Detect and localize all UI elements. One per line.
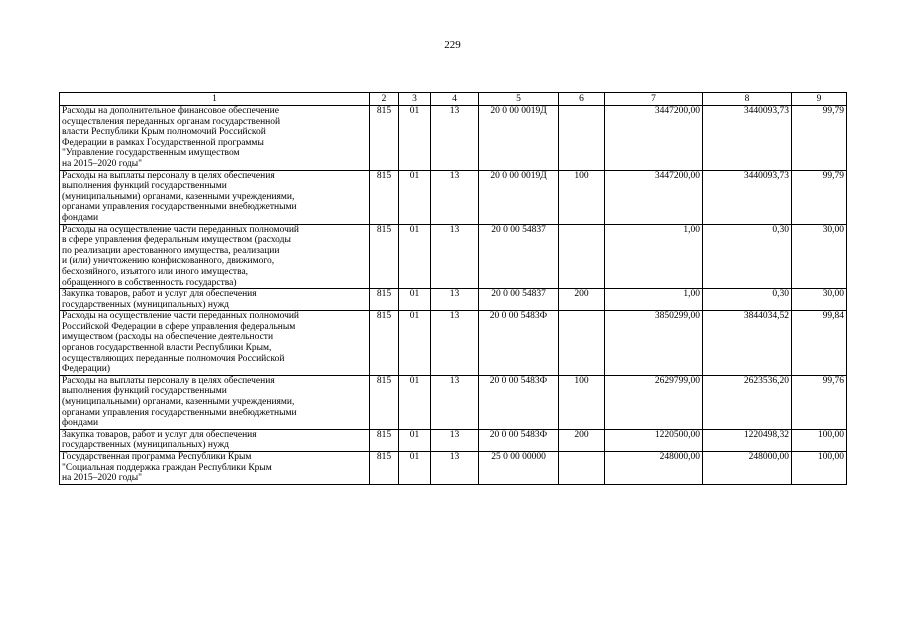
row-ministry-code: 815 (370, 375, 399, 429)
table-row (60, 170, 847, 224)
row-description: Расходы на осуществление части переданных полномочий Российской Федерации в сфере управления федеральным имуществом (расходы на обеспечение деятельности органов государственной власти Республики Крым, осуществляющих переданные полномочия Российской Федерации) (60, 311, 370, 376)
column-header-2: 2 (370, 93, 399, 106)
row-section-code: 01 (399, 311, 431, 376)
table-row (60, 429, 847, 451)
row-description: Государственная программа Республики Крым "Социальная поддержка граждан Республики Крым на 2015–2020 годы" (60, 452, 370, 485)
column-header-4: 4 (431, 93, 479, 106)
row-percent: 100,00 (792, 452, 847, 485)
row-expense-type: 100 (559, 375, 605, 429)
row-expense-type (559, 106, 605, 171)
row-planned-amount: 2629799,00 (605, 375, 703, 429)
table-row (60, 452, 847, 485)
row-section-code: 01 (399, 224, 431, 289)
table-row (60, 224, 847, 289)
header-row (60, 93, 847, 106)
row-subsection-code: 13 (431, 106, 479, 171)
row-executed-amount: 2623536,20 (703, 375, 792, 429)
row-subsection-code: 13 (431, 311, 479, 376)
column-header-6: 6 (559, 93, 605, 106)
row-section-code: 01 (399, 170, 431, 224)
row-description: Расходы на выплаты персоналу в целях обеспечения выполнения функций государственными (муниципальными) органами, казенными учреждениями, органами управления государственными внебюджетными фондами (60, 170, 370, 224)
row-ministry-code: 815 (370, 429, 399, 451)
row-subsection-code: 13 (431, 452, 479, 485)
row-planned-amount: 1,00 (605, 224, 703, 289)
row-section-code: 01 (399, 106, 431, 171)
row-target-code: 20 0 00 54837 (479, 224, 559, 289)
row-executed-amount: 3440093,73 (703, 170, 792, 224)
row-planned-amount: 3447200,00 (605, 106, 703, 171)
column-header-1: 1 (60, 93, 370, 106)
row-planned-amount: 1220500,00 (605, 429, 703, 451)
row-description: Расходы на осуществление части переданных полномочий в сфере управления федеральным имуществом (расходы по реализации арестованного имущества, реализации и (или) уничтожению конфискованного, движимого, бесхозяйного, изъятого или иного имущества, обращенного в собственность государства) (60, 224, 370, 289)
row-description: Закупка товаров, работ и услуг для обеспечения государственных (муниципальных) нужд (60, 429, 370, 451)
row-section-code: 01 (399, 375, 431, 429)
row-ministry-code: 815 (370, 452, 399, 485)
row-target-code: 20 0 00 5483Ф (479, 311, 559, 376)
row-planned-amount: 3447200,00 (605, 170, 703, 224)
row-expense-type: 200 (559, 289, 605, 311)
column-header-8: 8 (703, 93, 792, 106)
row-executed-amount: 3440093,73 (703, 106, 792, 171)
table-row (60, 106, 847, 171)
row-subsection-code: 13 (431, 170, 479, 224)
row-executed-amount: 248000,00 (703, 452, 792, 485)
row-expense-type: 200 (559, 429, 605, 451)
row-percent: 100,00 (792, 429, 847, 451)
row-planned-amount: 3850299,00 (605, 311, 703, 376)
row-percent: 99,84 (792, 311, 847, 376)
row-ministry-code: 815 (370, 170, 399, 224)
row-section-code: 01 (399, 429, 431, 451)
table-row (60, 311, 847, 376)
column-header-9: 9 (792, 93, 847, 106)
column-header-5: 5 (479, 93, 559, 106)
row-subsection-code: 13 (431, 224, 479, 289)
row-subsection-code: 13 (431, 375, 479, 429)
row-subsection-code: 13 (431, 429, 479, 451)
row-description: Расходы на дополнительное финансовое обеспечение осуществления переданных органам государственной власти Республики Крым полномочий Российской Федерации в рамках Государственной программы "Управление государственным имуществом на 2015–2020 годы" (60, 106, 370, 171)
row-ministry-code: 815 (370, 106, 399, 171)
row-executed-amount: 1220498,32 (703, 429, 792, 451)
row-target-code: 20 0 00 0019Д (479, 106, 559, 171)
row-subsection-code: 13 (431, 289, 479, 311)
row-planned-amount: 248000,00 (605, 452, 703, 485)
column-header-3: 3 (399, 93, 431, 106)
row-planned-amount: 1,00 (605, 289, 703, 311)
row-ministry-code: 815 (370, 224, 399, 289)
row-expense-type (559, 224, 605, 289)
row-expense-type: 100 (559, 170, 605, 224)
row-percent: 99,79 (792, 170, 847, 224)
row-executed-amount: 0,30 (703, 224, 792, 289)
row-expense-type (559, 452, 605, 485)
row-executed-amount: 3844034,52 (703, 311, 792, 376)
row-description: Расходы на выплаты персоналу в целях обеспечения выполнения функций государственными (муниципальными) органами, казенными учреждениями, органами управления государственными внебюджетными фондами (60, 375, 370, 429)
table-row (60, 375, 847, 429)
table-row (60, 289, 847, 311)
row-target-code: 20 0 00 0019Д (479, 170, 559, 224)
row-section-code: 01 (399, 452, 431, 485)
row-percent: 99,79 (792, 106, 847, 171)
row-section-code: 01 (399, 289, 431, 311)
row-expense-type (559, 311, 605, 376)
row-percent: 30,00 (792, 289, 847, 311)
page-number: 229 (444, 39, 461, 51)
row-description: Закупка товаров, работ и услуг для обеспечения государственных (муниципальных) нужд (60, 289, 370, 311)
row-ministry-code: 815 (370, 289, 399, 311)
row-percent: 30,00 (792, 224, 847, 289)
budget-table (59, 92, 847, 485)
row-target-code: 20 0 00 54837 (479, 289, 559, 311)
row-target-code: 20 0 00 5483Ф (479, 429, 559, 451)
row-target-code: 25 0 00 00000 (479, 452, 559, 485)
column-header-7: 7 (605, 93, 703, 106)
row-percent: 99,76 (792, 375, 847, 429)
row-ministry-code: 815 (370, 311, 399, 376)
row-executed-amount: 0,30 (703, 289, 792, 311)
row-target-code: 20 0 00 5483Ф (479, 375, 559, 429)
